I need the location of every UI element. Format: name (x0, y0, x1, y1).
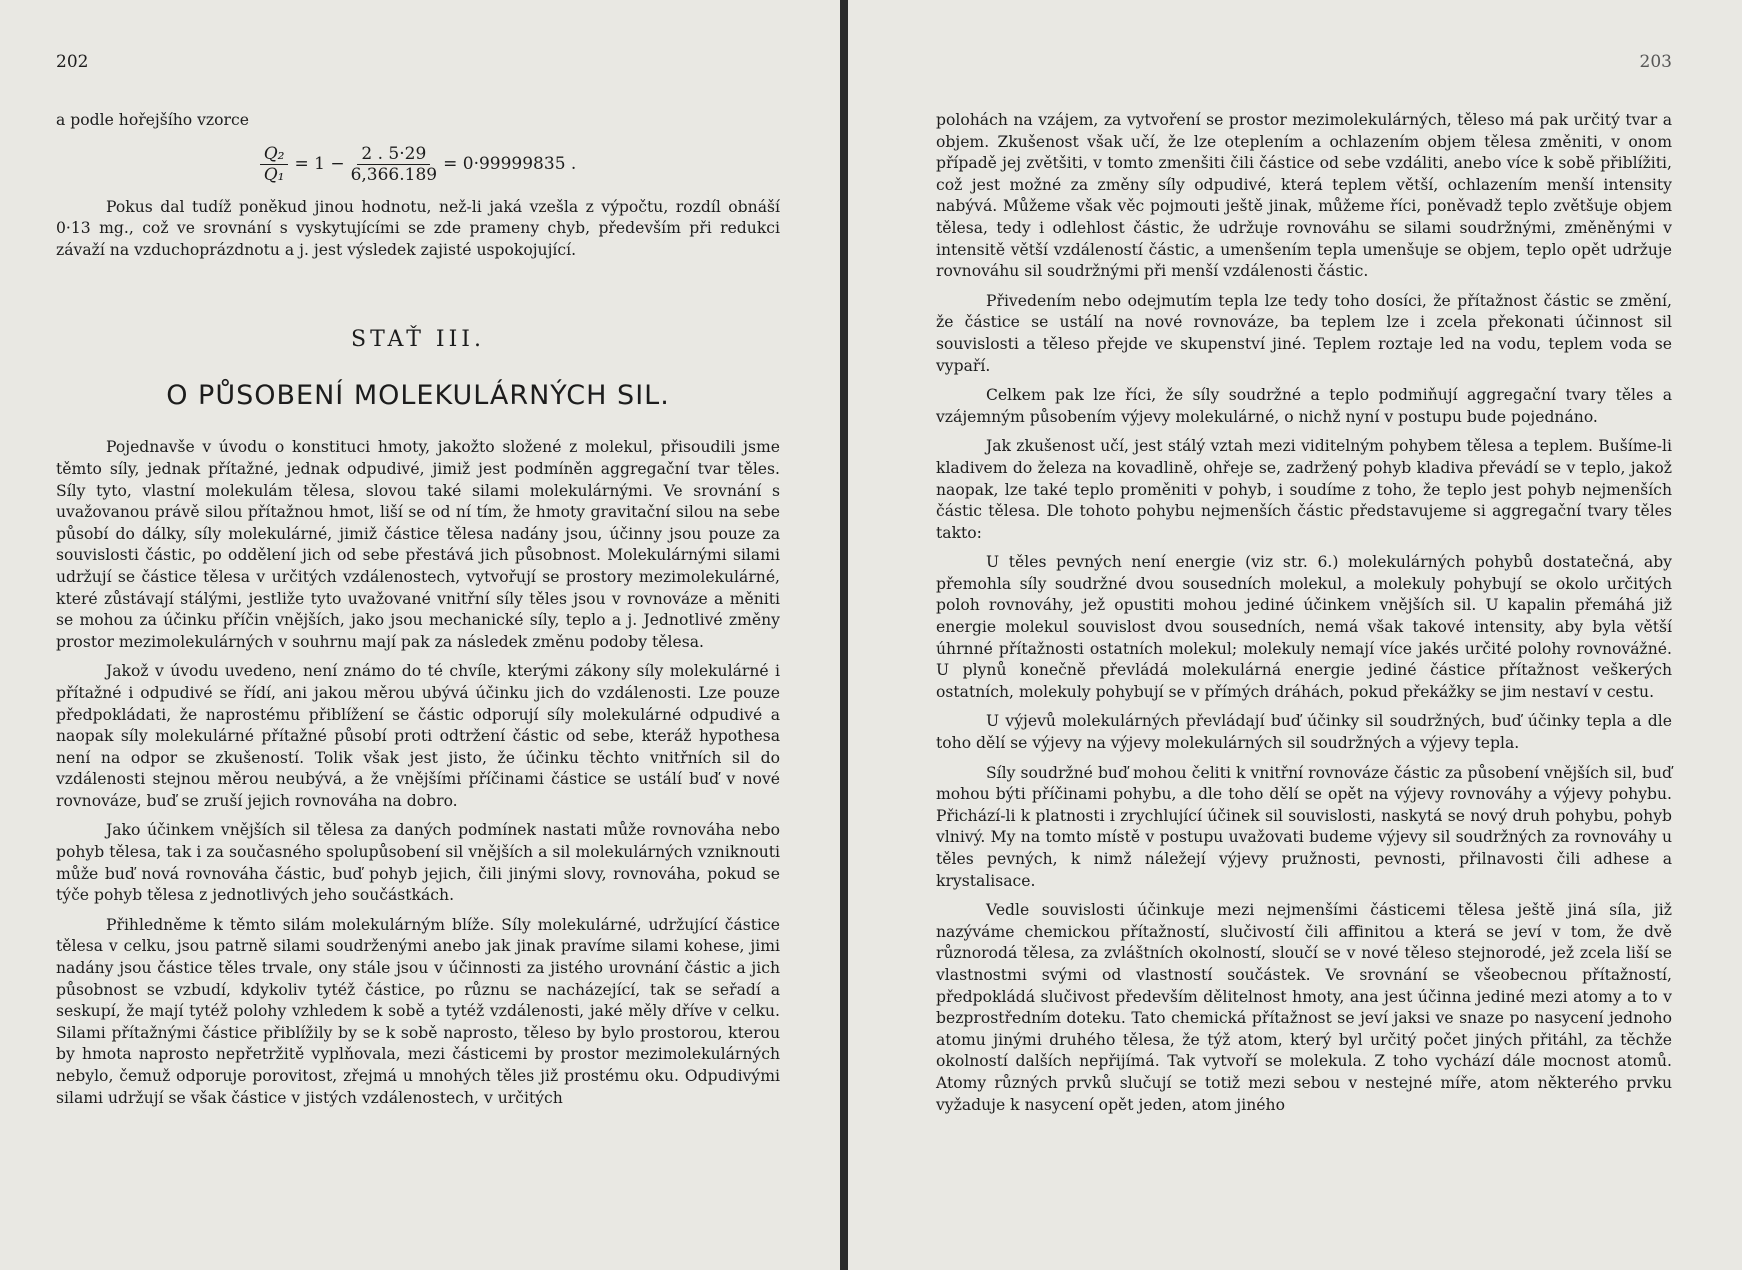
formula (56, 144, 780, 185)
formula-eq1: = 1 − (294, 154, 345, 175)
formula-lhs-fraction (260, 144, 289, 185)
paragraph-left-4: Jako účinkem vnějších sil tělesa za daných podmínek nastati může rovnováha nebo pohyb tělesa, tak i za současného spolupůsobení sil vnějších a sil molekulárných vzniknouti může buď nová rovnováha částic, buď pohyb jejich, čili jinými slovy, rovnováha, pokud se týče pohyb tělesa z jednotlivých jeho součástkách. (56, 821, 780, 905)
paragraph-left-5: Přihledněme k těmto silám molekulárným blíže. Síly molekulárné, udržující částice tělesa v celku, jsou patrně silami soudrženými anebo jak jinak pravíme silami kohese, jimi nadány jsou částice těles trvale, ony stále jsou v účinnosti za jistého urovnání částic a jich působnost se vzbudí, kdykoliv tytéž částice, po různu se nacházející, tak se seřadí a seskupí, že mají tytéž polohy vzhledem k sobě a tytéž vzdálenosti, jaké měly dříve v celku. Silami přítažnými částice přiblížily by se k sobě naprosto, těleso by bylo prostorou, kterou by hmota naprosto nepřetržitě vyplňovala, mezi částicemi by prostor mezimolekulárných nebylo, čemuž odporuje porovitost, zřejmá u mnohých těles již prostému oku. Odpudivými silami udržují se však částice v jistých vzdálenostech, v určitých (56, 915, 780, 1107)
paragraph-right-5: U těles pevných není energie (viz str. 6.) molekulárných pohybů dostatečná, aby přemohla síly soudržné dvou sousedních molekul, a molekuly pohybují se okolo určitých poloh rovnováhy, jež opustiti mohou jediné účinkem vnějších sil. U kapalin přemáhá již energie molekul souvislost dvou sousedních, nemá však takové intensity, aby byla větší úhrnné přítažnosti ostatních molekul; molekuly nemají více jakés určité polohy rovnovážné. U plynů konečně převládá molekulárná energie jediné částice přítažnost veškerých ostatních, molekuly pohybují se v přímých dráhách, pokud překážky se jim nestaví v cestu. (936, 553, 1672, 701)
book-gutter (840, 0, 848, 1270)
section-title: STAŤ III. (351, 327, 485, 353)
paragraph-right-4: Jak zkušenost učí, jest stálý vztah mezi viditelným pohybem tělesa a teplem. Bušíme-li kladivem do železa na kovadlině, ohřeje se, zadržený pohyb kladiva převádí se v teplo, jakož naopak, lze také teplo proměniti v pohyb, i soudíme z toho, že teplo jest pohyb nejmenších částic tělesa. Dle tohoto pohybu nejmenších částic představujeme si aggregační tvary těles takto: (936, 437, 1672, 542)
formula-intro: a podle hořejšího vzorce (56, 111, 249, 129)
formula-lhs-numerator: Q₂ (260, 144, 289, 165)
paragraph-left-2: Pojednavše v úvodu o konstituci hmoty, jakožto složené z molekul, přisoudili jsme těmto síly, jednak přítažné, jednak odpudivé, jimiž jest podmíněn aggregační tvar těles. Síly tyto, vlastní molekulám tělesa, slovou také silami molekulárnými. Ve srovnání s uvažovanou právě silou přítažnou hmot, liší se od ní tím, že hmoty gravitační silou na sebe působí do dálky, síly molekulárné, jimiž částice tělesa nadány jsou, účinny jsou pouze za souvislosti částic, po oddělení jich od sebe přestává jich působnost. Molekulárnými silami udržují se částice tělesa v určitých vzdálenostech, vytvořují se prostory mezimolekulárné, které zůstávají stálými, jestliže tyto uvažované vnitřní síly těles jsou v rovnováze a měniti se mohou za účinku příčin vnějších, jako jsou mechanické síly, teplo a j. Jednotlivé změny prostor mezimolekulárných v souhrnu mají pak za následek změnu podoby tělesa. (56, 438, 780, 651)
paragraph-right-8: Vedle souvislosti účinkuje mezi nejmenšími částicemi tělesa ještě jiná síla, již nazýváme chemickou přítažností, slučivostí čili affinitou a která se jeví v tom, že dvě různorodá tělesa, za zvláštních okolností, sloučí se v nové těleso stejnorodé, jež zcela liší se vlastnostmi svými od vlastností součástek. Ve srovnání se všeobecnou přítažností, předpokládá slučivost především dělitelnost hmoty, ana jest účinna jediné mezi atomy a to v bezprostředním doteku. Tato chemická přítažnost se jeví jaksi ve snaze po nasycení jednoho atomu jinými druhého tělesa, že týž atom, který byl určitý počet jiných přitáhl, za těchže okolností dalších nepřijímá. Tak vytvoří se molekula. Z toho vychází dále mocnost atomů. Atomy různých prvků slučují se totiž mezi sebou v nestejné míře, atom některého prvku vyžaduje k nasycení opět jeden, atom jiného (936, 901, 1672, 1114)
paragraph-right-6: U výjevů molekulárných převládají buď účinky sil soudržných, buď účinky tepla a dle toho dělí se výjevy na výjevy molekulárných sil soudržných a výjevy tepla. (936, 712, 1672, 753)
left-page (0, 0, 840, 1270)
paragraph-right-1: polohách na vzájem, za vytvoření se prostor mezimolekulárných, těleso má pak určitý tvar a objem. Zkušenost však učí, že lze oteplením a ochlazením objem tělesa změniti, v onom případě jej zvětšiti, v tomto zmenšiti čili částice od sebe vzdáliti, anebo více k sobě přiblížiti, což jest možné za změny síly odpudivé, která teplem větší, ochlazením menší intensity nabývá. Můžeme však věc pojmouti ještě jinak, můžeme říci, poněvadž teplo zvětšuje objem tělesa, tedy i odlehlost částic, že udržuje rovnováhu se silami soudržnými, změněnými v intensitě větší vzdáleností částic, a umenšením tepla umenšuje se objem, teplo opět udržuje rovnováhu sil soudržnými při menší vzdálenosti částic. (936, 111, 1672, 281)
page-number-right: 203 (1639, 52, 1672, 72)
paragraph-left-1: Pokus dal tudíž poněkud jinou hodnotu, než-li jaká vzešla z výpočtu, rozdíl obnáší 0·13 mg., což ve srovnání s vyskytujícími se zde prameny chyb, především při redukci závaží na vzduchoprázdnotu a j. jest výsledek zajisté uspokojující. (56, 197, 780, 259)
formula-rhs-numerator: 2 . 5·29 (357, 144, 430, 165)
chapter-title: O PŮSOBENÍ MOLEKULÁRNÝCH SIL. (166, 380, 670, 412)
paragraph-left-3: Jakož v úvodu uvedeno, není známo do té chvíle, kterými zákony síly molekulárné i přítažné i odpudivé se řídí, ani jakou měrou ubývá účinku jich do vzdálenosti. Lze pouze předpokládati, že naprostému přiblížení se částic odporují síly molekulárné odpudivé a naopak síly molekulárné přítažné působí proti odtržení částic od sebe, kteráž hypothesa není na odpor se zkušeností. Tolik však jest jisto, že účinku těchto vnitřních sil do vzdálenosti stejnou měrou neubývá, a že vnějšími příčinami částice se ustálí buď v nové rovnováze, buď se zruší jejich rovnováha na dobro. (56, 662, 780, 810)
paragraph-right-2: Přivedením nebo odejmutím tepla lze tedy toho dosíci, že přítažnost částic se změní, že částice se ustálí na nové rovnováze, ba teplem lze i zcela překonati účinnost sil souvislosti a těleso přejde ve skupenství jiné. Teplem roztaje led na vodu, teplem voda se vypaří. (936, 291, 1672, 375)
formula-lhs-denominator: Q₁ (263, 164, 285, 185)
page-number-left: 202 (56, 52, 89, 72)
paragraph-right-7: Síly soudržné buď mohou čeliti k vnitřní rovnováze částic za působení vnějších sil, buď mohou býti příčinami pohybu, a dle toho dělí se opět na výjevy rovnováhy a výjevy pohybu. Přichází-li k platnosti i zrychlující účinek sil souvislosti, naskytá se nový druh pohybu, pohyb vlnivý. My na tomto místě v postupu uvažovati budeme výjevy sil soudržných za rovnováhy u těles pevných, k nimž náležejí výjevy pružnosti, pevnosti, přilnavosti čili adhese a krystalisace. (936, 763, 1672, 890)
paragraph-right-3: Celkem pak lze říci, že síly soudržné a teplo podmiňují aggregační tvary těles a vzájemným působením výjevy molekulárné, o nichž nyní v postupu bude pojednáno. (936, 386, 1672, 426)
formula-rhs-denominator: 6,366.189 (350, 164, 438, 185)
formula-result: = 0·99999835 . (443, 154, 577, 175)
right-page (848, 0, 1742, 1270)
formula-rhs-fraction (351, 144, 438, 185)
